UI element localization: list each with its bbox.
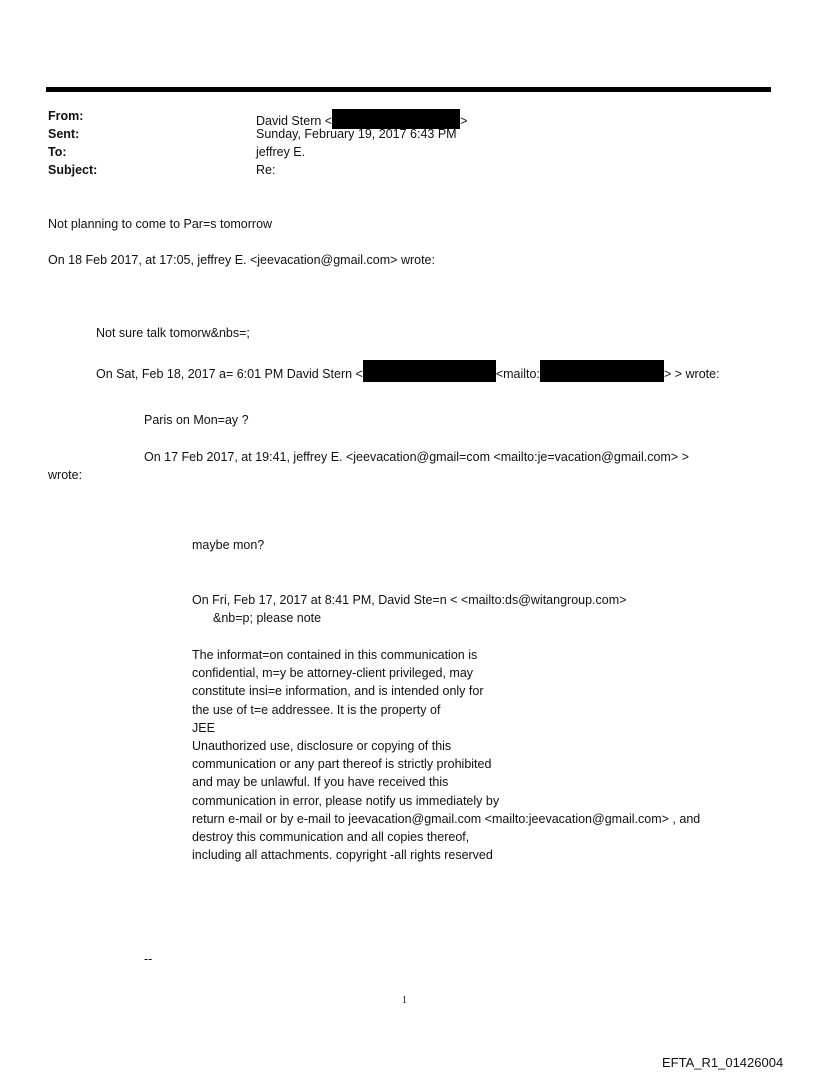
to-value: jeffrey E. [256, 145, 306, 159]
subject-label: Subject: [48, 163, 98, 177]
from-name: David Stern < [256, 114, 333, 128]
disclaimer-line: JEE [192, 720, 215, 735]
from-close: > [460, 114, 468, 128]
subject-value: Re: [256, 163, 276, 177]
quoted-text: Not sure talk tomorw&nbs=; [96, 326, 250, 340]
disclaimer-line: confidential, m=y be attorney-client privileged, may [192, 666, 474, 681]
redaction-box [363, 360, 496, 382]
disclaimer-line: and may be unlawful. If you have received this [192, 775, 449, 790]
disclaimer-line: Unauthorized use, disclosure or copying of this [192, 739, 452, 754]
quote-intro: On Sat, Feb 18, 2017 a= 6:01 PM David Stern < <mailto: > > wrote: [96, 360, 720, 382]
page-number: 1 [402, 995, 407, 1006]
quote-intro-cont: &nb=p; please note [213, 611, 322, 625]
disclaimer-line: return e-mail or by e-mail to jeevacation@gmail.com <mailto:jeevacation@gmail.com> , and [192, 811, 701, 826]
disclaimer-line: communication or any part thereof is strictly prohibited [192, 757, 492, 772]
header-rule [46, 87, 771, 92]
quote-intro: On 17 Feb 2017, at 19:41, jeffrey E. <jeevacation@gmail=com <mailto:je=vacation@gmail.com> > [144, 450, 689, 464]
body-line: Not planning to come to Par=s tomorrow [48, 217, 273, 231]
disclaimer-line: including all attachments. copyright -all rights reserved [192, 848, 493, 863]
to-label: To: [48, 145, 67, 159]
redaction-box [540, 360, 664, 382]
quote-intro: On 18 Feb 2017, at 17:05, jeffrey E. <jeevacation@gmail.com> wrote: [48, 253, 435, 267]
quoted-text: maybe mon? [192, 538, 265, 552]
quoted-text: Paris on Mon=ay ? [144, 413, 249, 427]
sent-label: Sent: [48, 127, 80, 141]
disclaimer-line: The informat=on contained in this communication is [192, 648, 478, 662]
quote-intro: On Fri, Feb 17, 2017 at 8:41 PM, David Ste=n < <mailto:ds@witangroup.com> [192, 593, 627, 607]
redaction-box [332, 109, 460, 129]
sent-value: Sunday, February 19, 2017 6:43 PM [256, 127, 457, 141]
signature-separator: -- [144, 952, 153, 966]
quote-intro-wrap: wrote: [48, 468, 83, 482]
from-label: From: [48, 109, 84, 123]
disclaimer [192, 646, 700, 864]
disclaimer-line: destroy this communication and all copies thereof, [192, 830, 470, 845]
disclaimer-line: communication in error, please notify us immediately by [192, 793, 500, 808]
bates-number: EFTA_R1_01426004 [662, 1055, 784, 1070]
disclaimer-line: constitute insi=e information, and is intended only for [192, 684, 484, 699]
disclaimer-line: the use of t=e addressee. It is the property of [192, 702, 441, 717]
from-value [256, 109, 467, 129]
